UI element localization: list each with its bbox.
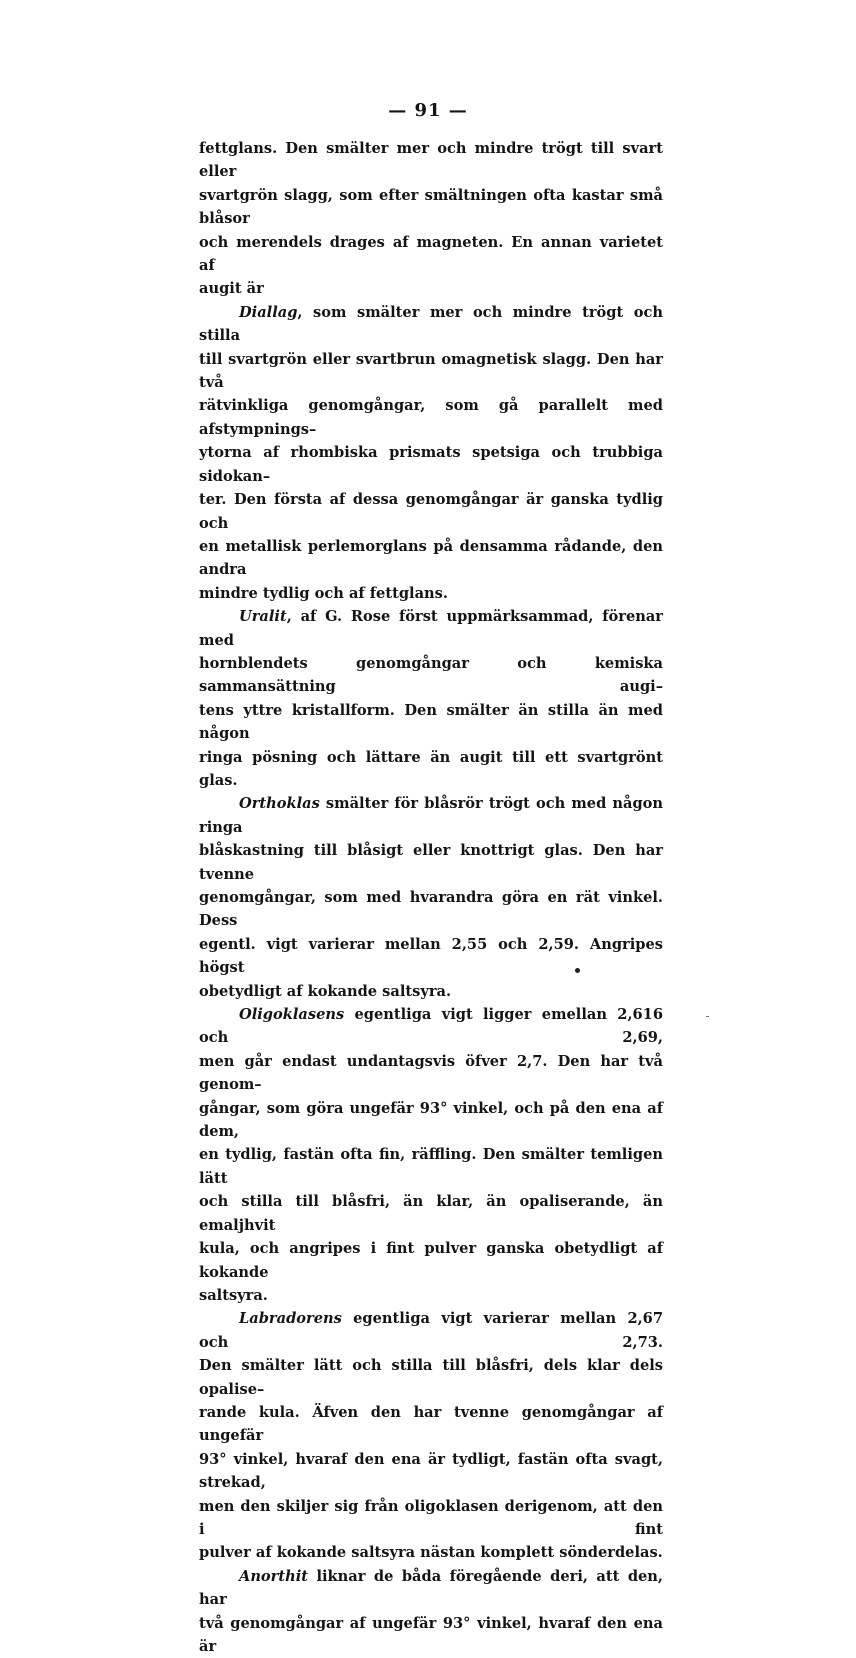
- line-text: ringa pösning och lättare än augit till ett svartgrönt glas.: [199, 748, 663, 789]
- line-text: men går endast undantagsvis öfver 2,7. Den har två genom–: [199, 1052, 663, 1094]
- text-line: [199, 886, 663, 933]
- text-line: [199, 1495, 663, 1542]
- text-line: [199, 137, 663, 184]
- ink-mark: [706, 1016, 709, 1017]
- mineral-name: Labradorens: [239, 1310, 342, 1328]
- ink-dot: [575, 968, 580, 973]
- text-line: [199, 1354, 663, 1401]
- page-number: — 91 —: [388, 100, 468, 121]
- line-text: kula, och angripes i fint pulver ganska obetydligt af kokande: [199, 1240, 663, 1281]
- text-line: [199, 792, 663, 839]
- line-text: och stilla till blåsfri, än klar, än opaliserande, än emaljhvit: [199, 1193, 663, 1234]
- line-text: gångar, som göra ungefär 93° vinkel, och på den ena af dem,: [199, 1099, 663, 1141]
- text-line: [199, 933, 663, 980]
- text-line: [199, 839, 663, 886]
- line-text: mindre tydlig och af fettglans.: [199, 584, 448, 602]
- text-line: [199, 277, 663, 300]
- line-text: rätvinkliga genomgångar, som gå parallelt med afstympnings–: [199, 397, 663, 438]
- text-line: [199, 1097, 663, 1144]
- line-text: , som smälter mer och mindre trögt och stilla: [199, 303, 663, 345]
- text-line: [199, 1612, 663, 1658]
- text-line: [199, 746, 663, 793]
- text-line: [199, 605, 663, 652]
- text-line: [199, 1284, 663, 1307]
- text-line: [199, 652, 663, 699]
- text-line: [199, 1307, 663, 1354]
- line-text: en tydlig, fastän ofta fin, räffling. Den smälter temligen lätt: [199, 1146, 663, 1187]
- line-text: Den smälter lätt och stilla till blåsfri, dels klar dels opalise–: [199, 1357, 663, 1398]
- line-text: obetydligt af kokande saltsyra.: [199, 982, 452, 1000]
- line-text: egentliga vigt ligger emellan 2,616 och 2,69,: [199, 1006, 663, 1047]
- text-line: [199, 231, 663, 278]
- text-line: [199, 1541, 663, 1564]
- mineral-name: Anorthit: [239, 1567, 308, 1585]
- text-line: [199, 1401, 663, 1448]
- text-line: [199, 394, 663, 441]
- text-line: [199, 184, 663, 231]
- line-text: fettglans. Den smälter mer och mindre trögt till svart eller: [199, 140, 663, 181]
- text-line: [199, 348, 663, 395]
- line-text: liknar de båda föregående deri, att den, har: [199, 1567, 663, 1609]
- text-line: [199, 1237, 663, 1284]
- mineral-name: Orthoklas: [239, 795, 320, 813]
- text-line: [199, 488, 663, 535]
- text-line: [199, 1143, 663, 1190]
- text-line: [199, 582, 663, 605]
- text-line: [199, 1190, 663, 1237]
- line-text: genomgångar, som med hvarandra göra en rät vinkel. Dess: [199, 889, 663, 930]
- text-line: [199, 301, 663, 348]
- text-line: [199, 980, 663, 1003]
- line-text: smälter för blåsrör trögt och med någon ringa: [199, 795, 663, 836]
- line-text: , af G. Rose först uppmärksammad, förenar med: [199, 608, 663, 649]
- line-text: saltsyra.: [199, 1286, 268, 1304]
- text-line: [199, 1003, 663, 1050]
- line-text: blåskastning till blåsigt eller knottrigt glas. Den har tvenne: [199, 842, 663, 883]
- line-text: två genomgångar af ungefär 93° vinkel, hvaraf den ena är: [199, 1614, 663, 1655]
- text-line: [199, 1050, 663, 1097]
- line-text: till svartgrön eller svartbrun omagnetisk slagg. Den har två: [199, 350, 663, 392]
- text-line: [199, 1448, 663, 1495]
- line-text: rande kula. Äfven den har tvenne genomgångar af ungefär: [199, 1403, 663, 1445]
- mineral-name: Oligoklasens: [239, 1006, 345, 1024]
- mineral-name: Diallag: [239, 303, 298, 321]
- line-text: ytorna af rhombiska prismats spetsiga och trubbiga sidokan–: [199, 444, 663, 485]
- line-text: augit är: [199, 280, 264, 298]
- line-text: pulver af kokande saltsyra nästan komplett sönderdelas.: [199, 1544, 663, 1562]
- line-text: men den skiljer sig från oligoklasen derigenom, att den i fint: [199, 1497, 663, 1538]
- line-text: ter. Den första af dessa genomgångar är ganska tydlig och: [199, 491, 663, 532]
- line-text: svartgrön slagg, som efter smältningen ofta kastar små blåsor: [199, 186, 663, 228]
- text-line: [199, 535, 663, 582]
- mineral-name: Uralit: [239, 608, 287, 626]
- body-text: [199, 137, 663, 1658]
- line-text: en metallisk perlemorglans på densamma rådande, den andra: [199, 537, 663, 579]
- line-text: och merendels drages af magneten. En annan varietet af: [199, 233, 663, 275]
- text-line: [199, 699, 663, 746]
- text-line: [199, 1565, 663, 1612]
- text-line: [199, 441, 663, 488]
- line-text: egentl. vigt varierar mellan 2,55 och 2,59. Angripes högst: [199, 935, 663, 977]
- line-text: 93° vinkel, hvaraf den ena är tydligt, fastän ofta svagt, strekad,: [199, 1450, 663, 1492]
- line-text: tens yttre kristallform. Den smälter än stilla än med någon: [199, 701, 663, 743]
- line-text: egentliga vigt varierar mellan 2,67 och 2,73.: [199, 1310, 663, 1351]
- line-text: hornblendets genomgångar och kemiska sammansättning augi–: [199, 654, 663, 696]
